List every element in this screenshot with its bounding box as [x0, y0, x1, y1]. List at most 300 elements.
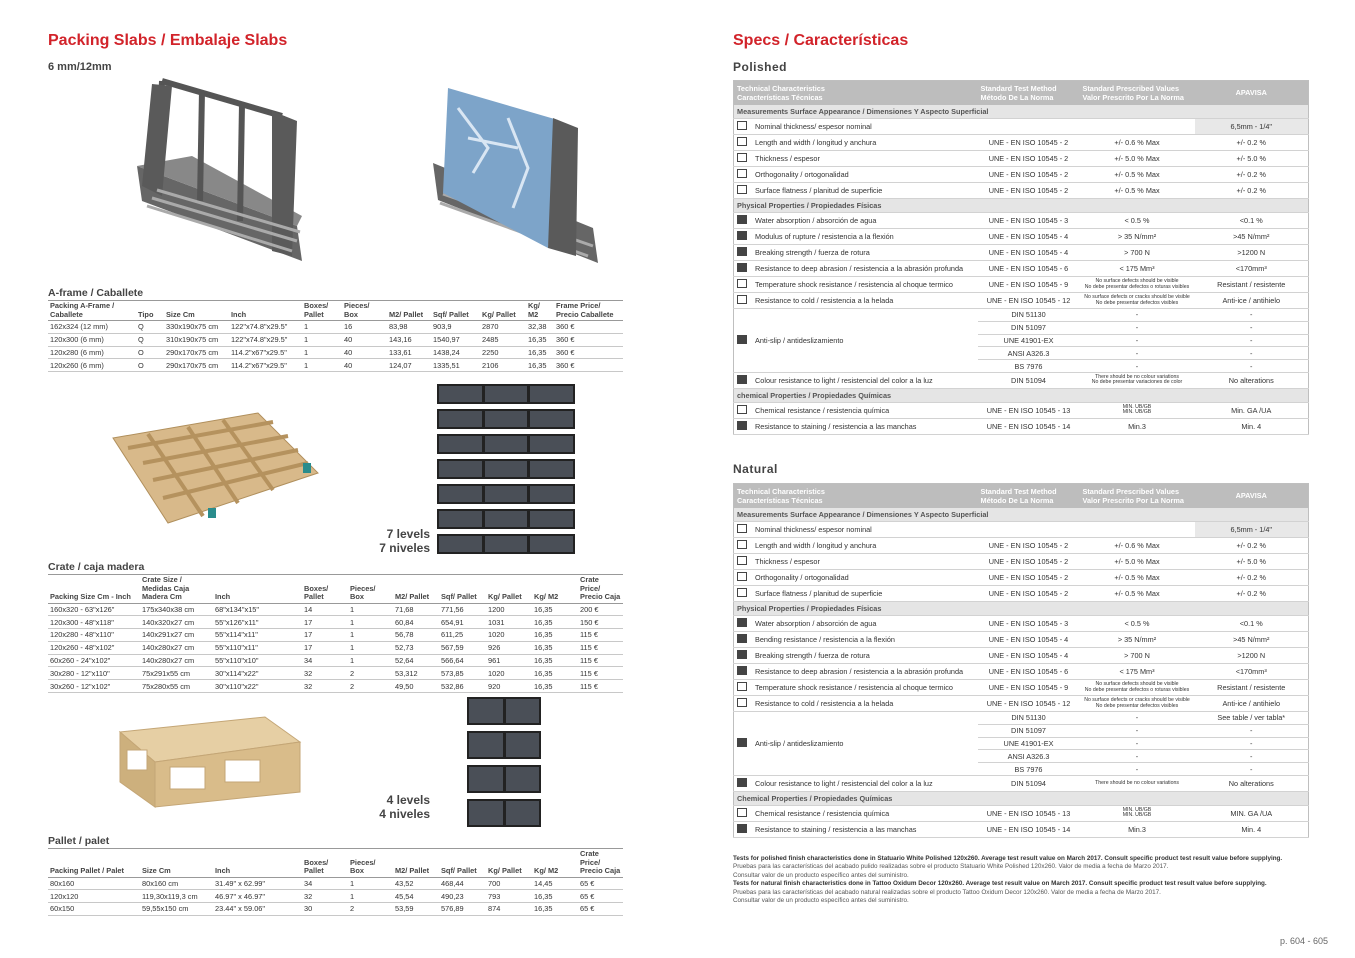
- spec-cell: UNE - EN ISO 10545 - 14: [978, 821, 1080, 837]
- table-cell: 40: [342, 346, 387, 359]
- table-cell: 1: [348, 616, 393, 629]
- test-icon: [737, 778, 747, 787]
- table-cell: 576,89: [439, 903, 486, 916]
- column-header: Pieces/ Box: [348, 575, 393, 604]
- spec-row: [734, 277, 1309, 293]
- box: [506, 699, 540, 723]
- spec-cell: DIN 51130: [978, 309, 1080, 322]
- spec-label: [734, 648, 978, 664]
- column-header: Packing A-Frame / Caballete: [48, 301, 136, 321]
- table-cell: 17: [302, 616, 348, 629]
- spec-label-text: Resistance to deep abrasion / resistencia a la abrasión profunda: [755, 666, 964, 676]
- spec-cell: -: [1195, 763, 1309, 776]
- table-cell: 115 €: [578, 629, 623, 642]
- crate-heading: Crate / caja madera: [48, 561, 145, 573]
- column-header: Boxes/ Pallet: [302, 849, 348, 878]
- spec-cell: UNE - EN ISO 10545 - 4: [978, 632, 1080, 648]
- column-header: Sqf/ Pallet: [431, 301, 480, 321]
- spec-cell: +/- 5.0 % Max: [1080, 151, 1195, 167]
- spec-cell: <0.1 %: [1195, 616, 1309, 632]
- column-header: Size Cm: [164, 301, 229, 321]
- spec-row: [734, 135, 1309, 151]
- spec-cell: -: [1195, 360, 1309, 373]
- box: [530, 386, 573, 402]
- table-cell: 119,30x119,3 cm: [140, 890, 213, 903]
- spec-row: [734, 570, 1309, 586]
- spec-cell: UNE - EN ISO 10545 - 9: [978, 680, 1080, 696]
- table-cell: 120x280 (6 mm): [48, 346, 136, 359]
- note-natural-en: Tests for natural finish characteristics done in Tattoo Oxidum Decor 120x260. Average test result value on March 2017. Consult specific product test result value before supplying.: [733, 880, 1267, 888]
- table-row: [48, 667, 623, 680]
- table-cell: 34: [302, 877, 348, 890]
- test-icon: [737, 588, 747, 597]
- column-header: Tipo: [136, 301, 164, 321]
- column-header: Sqf/ Pallet: [439, 849, 486, 878]
- test-icon: [737, 375, 747, 384]
- table-cell: 468,44: [439, 877, 486, 890]
- spec-cell: Physical Properties / Propiedades Físicas: [734, 602, 1309, 616]
- spec-cell: UNE - EN ISO 10545 - 6: [978, 664, 1080, 680]
- test-icon: [737, 666, 747, 675]
- column-header: Boxes/ Pallet: [302, 301, 342, 321]
- tiny-line-b: No debe presentar defectos o roturas visibles: [1084, 283, 1190, 290]
- column-header: Boxes/ Pallet: [302, 575, 348, 604]
- test-icon: [737, 335, 747, 344]
- column-header: Inch: [213, 575, 302, 604]
- table-cell: 14,45: [532, 877, 578, 890]
- line-a: Technical Characteristics: [737, 486, 825, 496]
- spec-row: [734, 167, 1309, 183]
- spec-row: [734, 81, 1309, 105]
- table-cell: 65 €: [578, 890, 623, 903]
- spec-row: [734, 484, 1309, 508]
- aframe-table: [48, 300, 623, 372]
- spec-cell: > 35 N/mm²: [1080, 632, 1195, 648]
- table-row: [48, 616, 623, 629]
- spec-label-text: Nominal thickness/ espesor nominal: [755, 524, 872, 534]
- table-cell: 49,50: [393, 680, 439, 693]
- table-cell: 16,35: [532, 603, 578, 616]
- spec-row: [734, 602, 1309, 616]
- tiny-line-a: No surface defects or cracks should be visible: [1084, 293, 1190, 300]
- four-levels-label: [360, 793, 430, 821]
- column-header: Size Cm: [140, 849, 213, 878]
- spec-cell: DIN 51130: [978, 712, 1080, 725]
- spec-cell: UNE - EN ISO 10545 - 6: [978, 261, 1080, 277]
- table-cell: 83,98: [387, 321, 431, 334]
- table-cell: 1020: [486, 629, 532, 642]
- table-cell: 59,55x150 cm: [140, 903, 213, 916]
- table-row: [48, 321, 623, 334]
- table-cell: 40: [342, 333, 387, 346]
- table-row: [48, 890, 623, 903]
- spec-label: [734, 372, 978, 388]
- tiny-line-a: No surface defects should be visible: [1095, 277, 1179, 284]
- spec-label: [734, 570, 978, 586]
- table-cell: 567,59: [439, 641, 486, 654]
- aframe-loaded-image: [428, 78, 608, 274]
- spec-label: [734, 821, 978, 837]
- table-cell: 30"x114"x22": [213, 667, 302, 680]
- spec-cell: 6,5mm - 1/4": [1195, 119, 1309, 135]
- note-polished-consult: Consultar valor de un producto específico antes del suministro.: [733, 871, 909, 879]
- box: [485, 511, 528, 527]
- table-cell: 162x324 (12 mm): [48, 321, 136, 334]
- stack-level: [437, 509, 575, 529]
- spec-label-text: Length and width / longitud y anchura: [755, 137, 877, 147]
- spec-cell: -: [1195, 309, 1309, 322]
- table-row: [48, 903, 623, 916]
- tiny-line-a: There should be no colour variations: [1095, 373, 1179, 380]
- spec-cell: +/- 5.0 %: [1195, 554, 1309, 570]
- test-icon: [737, 137, 747, 146]
- table-cell: 30"x110"x22": [213, 680, 302, 693]
- aframe-empty-image: [132, 76, 307, 272]
- spec-cell: UNE 41901-EX: [978, 737, 1080, 750]
- spec-label: [734, 554, 978, 570]
- spec-cell: UNE - EN ISO 10545 - 12: [978, 293, 1080, 309]
- line-b: Valor Prescrito Por La Norma: [1082, 495, 1184, 505]
- table-cell: 1335,51: [431, 359, 480, 372]
- spec-cell: +/- 0.5 % Max: [1080, 586, 1195, 602]
- spec-row: [734, 199, 1309, 213]
- left-page-title: Packing Slabs / Embalaje Slabs: [48, 32, 288, 49]
- table-cell: 330x190x75 cm: [164, 321, 229, 334]
- table-row: [48, 346, 623, 359]
- spec-cell: [1080, 484, 1195, 508]
- spec-cell: BS 7976: [978, 360, 1080, 373]
- spec-cell: +/- 0.2 %: [1195, 183, 1309, 199]
- test-icon: [737, 824, 747, 833]
- box: [530, 511, 573, 527]
- spec-row: [734, 554, 1309, 570]
- table-cell: 1200: [486, 603, 532, 616]
- spec-cell: -: [1080, 712, 1195, 725]
- spec-cell: +/- 0.6 % Max: [1080, 538, 1195, 554]
- natural-specs-table: [733, 483, 1309, 838]
- spec-label: [734, 261, 978, 277]
- spec-label: [734, 213, 978, 229]
- table-cell: 60x260 - 24"x102": [48, 654, 140, 667]
- stack-level: [437, 409, 575, 429]
- tiny-line-b: No debe presentar defectos o roturas visibles: [1084, 686, 1190, 693]
- levels-en: 7 levels: [386, 527, 430, 541]
- table-cell: 75x291x55 cm: [140, 667, 213, 680]
- spec-row: [734, 664, 1309, 680]
- line-b: Método De La Norma: [980, 92, 1054, 102]
- line-b: Valor Prescrito Por La Norma: [1082, 92, 1184, 102]
- spec-cell: UNE - EN ISO 10545 - 4: [978, 648, 1080, 664]
- polished-heading: Polished: [733, 60, 788, 74]
- table-cell: 150 €: [578, 616, 623, 629]
- stack-level: [467, 765, 541, 793]
- column-header: Kg/ Pallet: [486, 575, 532, 604]
- spec-cell: < 175 Mm³: [1080, 261, 1195, 277]
- spec-label-text: Breaking strength / fuerza de rotura: [755, 650, 870, 660]
- table-cell: 926: [486, 641, 532, 654]
- table-cell: 160x320 - 63"x126": [48, 603, 140, 616]
- column-header: Packing Pallet / Palet: [48, 849, 140, 878]
- spec-cell: [1080, 522, 1195, 538]
- table-cell: 1: [348, 890, 393, 903]
- spec-cell: [1080, 119, 1195, 135]
- table-cell: 1: [348, 629, 393, 642]
- test-icon: [737, 540, 747, 549]
- box: [439, 386, 482, 402]
- table-cell: Q: [136, 321, 164, 334]
- spec-label-text: Resistance to deep abrasion / resistencia a la abrasión profunda: [755, 263, 964, 273]
- table-cell: 80x160: [48, 877, 140, 890]
- spec-cell: APAVISA: [1195, 484, 1309, 508]
- spec-label: [734, 245, 978, 261]
- stack-level: [437, 384, 575, 404]
- spec-label: [734, 805, 978, 821]
- spec-cell: >45 N/mm²: [1195, 229, 1309, 245]
- tiny-line-b: No debe presentar defectos visibles: [1095, 299, 1179, 306]
- box: [469, 801, 503, 825]
- line-b: Características Técnicas: [737, 495, 823, 505]
- box: [485, 486, 528, 502]
- spec-label: [734, 277, 978, 293]
- spec-label-text: Length and width / longitud y anchura: [755, 540, 877, 550]
- spec-cell: +/- 0.5 % Max: [1080, 183, 1195, 199]
- spec-label: [734, 712, 978, 776]
- table-cell: 32: [302, 680, 348, 693]
- box: [485, 411, 528, 427]
- column-header: Packing Size Cm - Inch: [48, 575, 140, 604]
- seven-levels-label: [360, 527, 430, 555]
- table-cell: 793: [486, 890, 532, 903]
- spec-cell: UNE - EN ISO 10545 - 2: [978, 183, 1080, 199]
- table-cell: 2485: [480, 333, 526, 346]
- spec-cell: +/- 5.0 %: [1195, 151, 1309, 167]
- spec-cell: UNE - EN ISO 10545 - 2: [978, 586, 1080, 602]
- column-header: Inch: [229, 301, 302, 321]
- spec-cell: ANSI A326.3: [978, 750, 1080, 763]
- box: [469, 699, 503, 723]
- spec-label-text: Bending resistance / resistencia a la flexión: [755, 634, 895, 644]
- spec-label-text: Modulus of rupture / resistencia a la flexión: [755, 231, 894, 241]
- table-cell: 40: [342, 359, 387, 372]
- spec-cell: UNE - EN ISO 10545 - 2: [978, 538, 1080, 554]
- page-number: p. 604 - 605: [1280, 936, 1329, 946]
- test-icon: [737, 215, 747, 224]
- spec-cell: UNE - EN ISO 10545 - 13: [978, 805, 1080, 821]
- spec-cell: UNE 41901-EX: [978, 334, 1080, 347]
- stack-level: [467, 731, 541, 759]
- table-cell: 55"x126"x11": [213, 616, 302, 629]
- test-icon: [737, 279, 747, 288]
- box: [530, 436, 573, 452]
- spec-cell: Min. 4: [1195, 821, 1309, 837]
- table-row: [48, 359, 623, 372]
- spec-cell: [1080, 81, 1195, 105]
- spec-row: [734, 245, 1309, 261]
- spec-cell: Resistant / resistente: [1195, 680, 1309, 696]
- table-cell: 30x280 - 12"x110": [48, 667, 140, 680]
- box: [506, 733, 540, 757]
- table-cell: 52,73: [393, 641, 439, 654]
- spec-label: [734, 586, 978, 602]
- table-cell: 1540,97: [431, 333, 480, 346]
- spec-cell: -: [1195, 334, 1309, 347]
- table-cell: 80x160 cm: [140, 877, 213, 890]
- spec-cell: -: [1080, 309, 1195, 322]
- spec-label-text: Surface flatness / planitud de superficie: [755, 588, 883, 598]
- spec-cell: Min.3: [1080, 418, 1195, 434]
- column-header: Pieces/ Box: [348, 849, 393, 878]
- spec-cell: MIN. GA /UA: [1195, 805, 1309, 821]
- test-icon: [737, 247, 747, 256]
- spec-cell: >1200 N: [1195, 648, 1309, 664]
- spec-cell: > 700 N: [1080, 245, 1195, 261]
- table-cell: 53,59: [393, 903, 439, 916]
- spec-label-text: Temperature shock resistance / resistencia al choque termico: [755, 279, 953, 289]
- test-icon: [737, 153, 747, 162]
- spec-label: [734, 135, 978, 151]
- table-cell: 140x280x27 cm: [140, 641, 213, 654]
- table-cell: 2: [348, 680, 393, 693]
- column-header: M2/ Pallet: [393, 575, 439, 604]
- table-row: [48, 641, 623, 654]
- spec-row: [734, 586, 1309, 602]
- spec-cell: [1080, 293, 1195, 309]
- column-header: Frame Price/ Precio Caballete: [554, 301, 623, 321]
- table-cell: 60x150: [48, 903, 140, 916]
- table-cell: 52,64: [393, 654, 439, 667]
- spec-cell: +/- 0.5 % Max: [1080, 167, 1195, 183]
- box: [439, 536, 482, 552]
- tiny-line-a: There should be no colour variations: [1095, 779, 1179, 786]
- table-cell: 360 €: [554, 346, 623, 359]
- spec-label-text: Chemical resistance / resistencia química: [755, 405, 890, 415]
- crate-table: [48, 574, 623, 693]
- table-cell: 122"x74.8"x29.5": [229, 333, 302, 346]
- spec-label: [734, 229, 978, 245]
- stack-level: [437, 534, 575, 554]
- spec-label: [734, 616, 978, 632]
- line-b: Método De La Norma: [980, 495, 1054, 505]
- spec-label: [734, 522, 978, 538]
- spec-cell: Anti-ice / antihielo: [1195, 696, 1309, 712]
- spec-label-text: Resistance to staining / resistencia a las manchas: [755, 824, 917, 834]
- spec-cell: -: [1080, 750, 1195, 763]
- spec-cell: [978, 522, 1080, 538]
- spec-cell: UNE - EN ISO 10545 - 4: [978, 245, 1080, 261]
- table-cell: 16,35: [526, 346, 554, 359]
- test-icon: [737, 808, 747, 817]
- spec-cell: Min. GA /UA: [1195, 402, 1309, 418]
- spec-label-text: Resistance to cold / resistencia a la helada: [755, 698, 894, 708]
- table-cell: 53,312: [393, 667, 439, 680]
- right-page-title: Specs / Características: [733, 32, 909, 49]
- spec-cell: +/- 0.6 % Max: [1080, 135, 1195, 151]
- table-cell: 120x300 (6 mm): [48, 333, 136, 346]
- spec-cell: BS 7976: [978, 763, 1080, 776]
- table-cell: 2: [348, 903, 393, 916]
- spec-label: [734, 664, 978, 680]
- spec-label-text: Colour resistance to light / resistencial del color a la luz: [755, 375, 933, 385]
- spec-label: [734, 775, 978, 791]
- table-cell: 16,35: [532, 680, 578, 693]
- box: [506, 801, 540, 825]
- table-cell: 46.97" x 46.97": [213, 890, 302, 903]
- spec-cell: [734, 484, 978, 508]
- box: [439, 436, 482, 452]
- table-cell: 16,35: [532, 616, 578, 629]
- spec-label: [734, 293, 978, 309]
- pallet-image: [115, 712, 305, 810]
- tiny-line-b: MIN. UB/GB: [1122, 812, 1152, 819]
- spec-cell: UNE - EN ISO 10545 - 13: [978, 402, 1080, 418]
- box: [530, 486, 573, 502]
- table-cell: 573,85: [439, 667, 486, 680]
- spec-row: [734, 632, 1309, 648]
- test-icon: [737, 169, 747, 178]
- spec-cell: Measurements Surface Appearance / Dimensiones Y Aspecto Superficial: [734, 105, 1309, 119]
- test-icon: [737, 698, 747, 707]
- table-cell: 532,86: [439, 680, 486, 693]
- spec-row: [734, 293, 1309, 309]
- table-cell: 1: [348, 603, 393, 616]
- spec-label-text: Resistance to staining / resistencia a las manchas: [755, 421, 917, 431]
- note-polished-es: Pruebas para las características del acabado pulido realizadas sobre el producto Statuario White Polished 120x260. Valor de media a fecha de Marzo 2017.: [733, 863, 1169, 871]
- aframe-heading: A-frame / Caballete: [48, 287, 144, 299]
- table-cell: 771,56: [439, 603, 486, 616]
- test-icon: [737, 295, 747, 304]
- levels-es: 7 niveles: [379, 541, 430, 555]
- column-header: Kg/ M2: [532, 849, 578, 878]
- spec-label: [734, 309, 978, 373]
- spec-label-text: Orthogonality / ortogonalidad: [755, 572, 849, 582]
- box: [485, 436, 528, 452]
- thickness-label: 6 mm/12mm: [48, 61, 112, 73]
- spec-row: [734, 229, 1309, 245]
- spec-label-text: Surface flatness / planitud de superficie: [755, 185, 883, 195]
- spec-cell: >45 N/mm²: [1195, 632, 1309, 648]
- spec-cell: UNE - EN ISO 10545 - 14: [978, 418, 1080, 434]
- table-cell: 2870: [480, 321, 526, 334]
- note-natural-consult: Consultar valor de un producto específico antes del suministro.: [733, 897, 909, 905]
- box: [485, 461, 528, 477]
- spec-cell: +/- 0.2 %: [1195, 167, 1309, 183]
- table-row: [48, 877, 623, 890]
- spec-row: [734, 105, 1309, 119]
- spec-cell: APAVISA: [1195, 81, 1309, 105]
- table-cell: 16,35: [532, 641, 578, 654]
- spec-row: [734, 791, 1309, 805]
- spec-cell: Min. 4: [1195, 418, 1309, 434]
- stack-level: [467, 799, 541, 827]
- polished-specs-table: [733, 80, 1309, 435]
- spec-cell: < 0.5 %: [1080, 213, 1195, 229]
- column-header: Inch: [213, 849, 302, 878]
- table-cell: 16,35: [526, 333, 554, 346]
- table-cell: 124,07: [387, 359, 431, 372]
- spec-cell: -: [1195, 750, 1309, 763]
- test-icon: [737, 738, 747, 747]
- spec-cell: +/- 5.0 % Max: [1080, 554, 1195, 570]
- table-cell: 490,23: [439, 890, 486, 903]
- spec-cell: -: [1195, 321, 1309, 334]
- table-cell: O: [136, 346, 164, 359]
- line-a: Standard Test Method: [980, 83, 1057, 93]
- test-icon: [737, 421, 747, 430]
- table-cell: 60,84: [393, 616, 439, 629]
- spec-label-text: Resistance to cold / resistencia a la helada: [755, 295, 894, 305]
- spec-cell: Measurements Surface Appearance / Dimensiones Y Aspecto Superficial: [734, 508, 1309, 522]
- table-cell: 16: [342, 321, 387, 334]
